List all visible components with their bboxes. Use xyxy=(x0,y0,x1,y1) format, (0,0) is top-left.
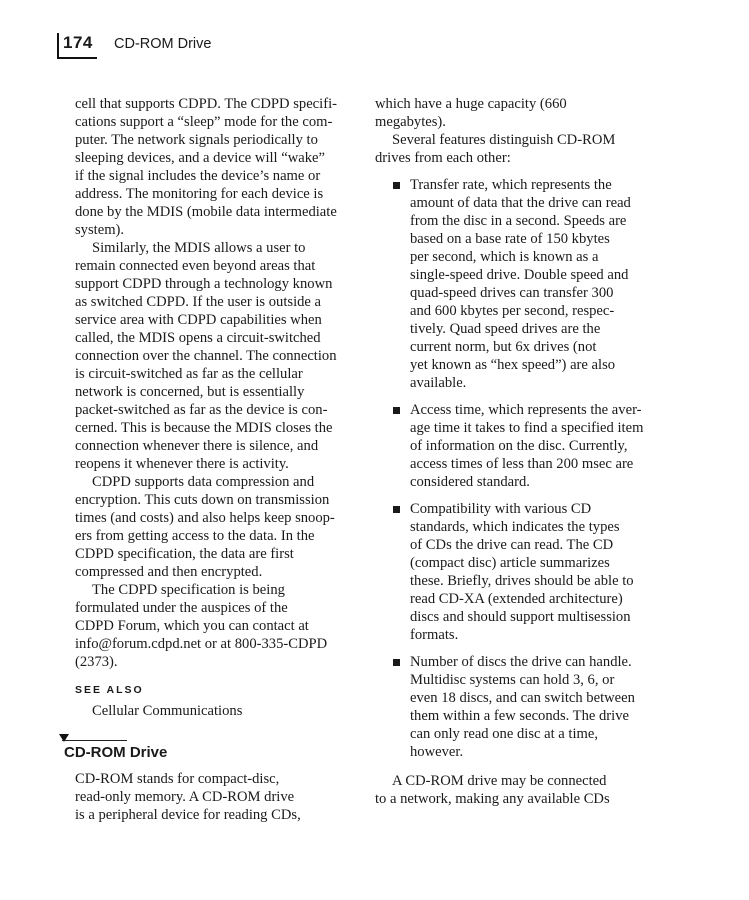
text-line: CDPD Forum, which you can contact at xyxy=(75,618,309,634)
text-line: based on a base rate of 150 kbytes xyxy=(410,231,610,247)
bullet-transfer-rate xyxy=(375,176,675,392)
text-line: puter. The network signals periodically to xyxy=(75,132,318,148)
text-line: even 18 discs, and can switch between xyxy=(410,690,635,706)
text-line: Compatibility with various CD xyxy=(410,501,592,517)
text-line: standards, which indicates the types xyxy=(410,519,620,535)
text-line: and 600 kbytes per second, respec- xyxy=(410,303,615,319)
text-line: quad-speed drives can transfer 300 xyxy=(410,285,614,301)
text-line: drives from each other: xyxy=(375,150,511,166)
paragraph-compression xyxy=(75,473,350,581)
header-rule-horizontal xyxy=(57,57,97,59)
text-line: them within a few seconds. The drive xyxy=(410,708,629,724)
text-line: per second, which is known as a xyxy=(410,249,599,265)
text-line: cerned. This is because the MDIS closes the xyxy=(75,420,333,436)
section-rule xyxy=(62,740,127,741)
text-line: read CD-XA (extended architecture) xyxy=(410,591,623,607)
text-line: compressed and then encrypted. xyxy=(75,564,263,580)
text-line: encryption. This cuts down on transmission xyxy=(75,492,330,508)
paragraph-switched-cdpd xyxy=(75,239,350,473)
text-line: CDPD supports data compression and xyxy=(92,474,315,490)
text-line: address. The monitoring for each device is xyxy=(75,186,324,202)
bullet-number-of-discs xyxy=(375,653,675,761)
text-line: yet known as “hex speed”) are also xyxy=(410,357,616,373)
text-line: connection over the channel. The connection xyxy=(75,348,337,364)
paragraph-cdpd-forum xyxy=(75,581,350,671)
text-line: single-speed drive. Double speed and xyxy=(410,267,629,283)
text-line: support CDPD through a technology known xyxy=(75,276,333,292)
page-number: 174 xyxy=(63,33,93,52)
text-line: amount of data that the drive can read xyxy=(410,195,631,211)
bullet-access-time xyxy=(375,401,675,491)
text-line: called, the MDIS opens a circuit-switched xyxy=(75,330,321,346)
bullet-square-icon xyxy=(393,182,400,189)
text-line: tively. Quad speed drives are the xyxy=(410,321,601,337)
text-line: from the disc in a second. Speeds are xyxy=(410,213,627,229)
text-line: megabytes). xyxy=(375,114,446,130)
text-line: if the signal includes the device’s name or xyxy=(75,168,321,184)
section-heading: CD-ROM Drive xyxy=(64,744,168,761)
see-also-item[interactable]: Cellular Communications xyxy=(92,703,243,719)
text-line: The CDPD specification is being xyxy=(92,582,285,598)
header-rule-vertical xyxy=(57,33,59,59)
text-line: info@forum.cdpd.net or at 800-335-CDPD xyxy=(75,636,328,652)
text-line: to a network, making any available CDs xyxy=(375,791,610,807)
text-line: reopens it whenever there is activity. xyxy=(75,456,289,472)
text-line: Access time, which represents the aver- xyxy=(410,402,642,418)
left-column xyxy=(75,95,350,720)
text-line: however. xyxy=(410,744,464,760)
text-line: Number of discs the drive can handle. xyxy=(410,654,632,670)
see-also-label: SEE ALSO xyxy=(75,684,144,696)
text-line: cations support a “sleep” mode for the com- xyxy=(75,114,333,130)
running-title: CD-ROM Drive xyxy=(114,36,212,52)
text-line: current norm, but 6x drives (not xyxy=(410,339,597,355)
text-line: available. xyxy=(410,375,467,391)
text-line: access times of less than 200 msec are xyxy=(410,456,634,472)
text-line: cell that supports CDPD. The CDPD specifi- xyxy=(75,96,337,112)
text-line: formats. xyxy=(410,627,459,643)
text-line: Similarly, the MDIS allows a user to xyxy=(92,240,306,256)
section-intro xyxy=(75,770,350,824)
text-line: Multidisc systems can hold 3, 6, or xyxy=(410,672,615,688)
paragraph-features xyxy=(375,131,675,167)
bullet-square-icon xyxy=(393,506,400,513)
text-line: times (and costs) and also helps keep snoop- xyxy=(75,510,335,526)
text-line: Several features distinguish CD-ROM xyxy=(392,132,616,148)
text-line: of information on the disc. Currently, xyxy=(410,438,628,454)
paragraph-network xyxy=(375,772,675,808)
text-line: which have a huge capacity (660 xyxy=(375,96,567,112)
text-line: service area with CDPD capabilities when xyxy=(75,312,322,328)
text-line: age time it takes to find a specified item xyxy=(410,420,644,436)
text-line: as switched CDPD. If the user is outside a xyxy=(75,294,322,310)
text-line: Transfer rate, which represents the xyxy=(410,177,612,193)
text-line: can only read one disc at a time, xyxy=(410,726,599,742)
paragraph-capacity xyxy=(375,95,675,131)
text-line: connection whenever there is silence, and xyxy=(75,438,319,454)
text-line: remain connected even beyond areas that xyxy=(75,258,316,274)
text-line: of CDs the drive can read. The CD xyxy=(410,537,614,553)
text-line: CD-ROM stands for compact-disc, xyxy=(75,771,280,787)
bullet-square-icon xyxy=(393,659,400,666)
text-line: network is concerned, but is essentially xyxy=(75,384,305,400)
right-column xyxy=(375,95,675,770)
bullet-compatibility xyxy=(375,500,675,644)
text-line: these. Briefly, drives should be able to xyxy=(410,573,634,589)
text-line: ers from getting access to the data. In the xyxy=(75,528,315,544)
text-line: system). xyxy=(75,222,125,238)
text-line: sleeping devices, and a device will “wake” xyxy=(75,150,326,166)
text-line: considered standard. xyxy=(410,474,530,490)
text-line: CDPD specification, the data are first xyxy=(75,546,294,562)
bullet-square-icon xyxy=(393,407,400,414)
text-line: is circuit-switched as far as the cellular xyxy=(75,366,303,382)
text-line: discs and should support multisession xyxy=(410,609,631,625)
text-line: packet-switched as far as the device is con- xyxy=(75,402,328,418)
text-line: (compact disc) article summarizes xyxy=(410,555,610,571)
text-line: A CD-ROM drive may be connected xyxy=(392,773,607,789)
text-line: formulated under the auspices of the xyxy=(75,600,288,616)
text-line: done by the MDIS (mobile data intermediate xyxy=(75,204,337,220)
text-line: (2373). xyxy=(75,654,118,670)
text-line: is a peripheral device for reading CDs, xyxy=(75,807,301,823)
text-line: read-only memory. A CD-ROM drive xyxy=(75,789,295,805)
paragraph-cdpd-sleep xyxy=(75,95,350,239)
